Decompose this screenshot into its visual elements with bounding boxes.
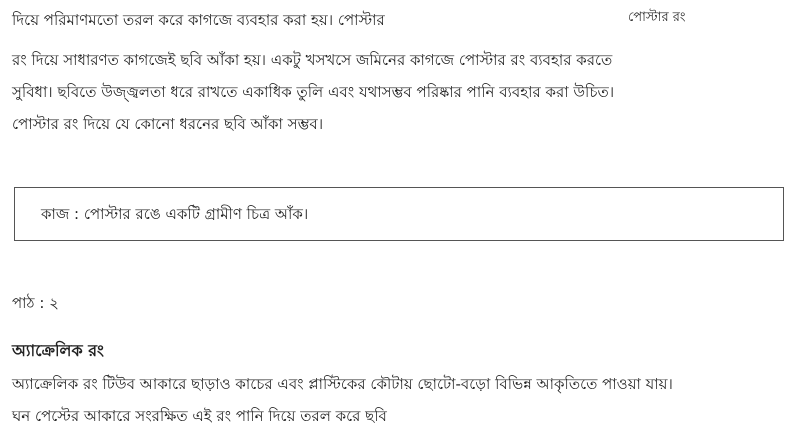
- task-box: [14, 187, 784, 241]
- image-caption: পোস্টার রং: [628, 10, 686, 25]
- section-title: অ্যাক্রেলিক রং: [12, 341, 104, 360]
- task-text: কাজ : পোস্টার রঙে একটি গ্রামীণ চিত্র আঁক।: [41, 205, 309, 223]
- paragraph-line-1: রং দিয়ে সাধারণত কাগজেই ছবি আঁকা হয়। একটু খসখসে জমিনের কাগজে পোস্টার রং ব্যবহার করতে: [12, 51, 613, 69]
- intro-line: দিয়ে পরিমাণমতো তরল করে কাগজে ব্যবহার করা হয়। পোস্টার: [12, 11, 385, 29]
- paragraph-line-2: সুবিধা। ছবিতে উজ্জ্বলতা ধরে রাখতে একাধিক তুলি এবং যথাসম্ভব পরিষ্কার পানি ব্যবহার করা উচিত।: [12, 83, 615, 101]
- acrylic-line-2: ঘন পেস্টের আকারে সংরক্ষিত এই রং পানি দিয়ে তরল করে ছবি: [12, 407, 387, 425]
- paragraph-line-3: পোস্টার রং দিয়ে যে কোনো ধরনের ছবি আঁকা সম্ভব।: [12, 115, 324, 133]
- acrylic-line-1: অ্যাক্রেলিক রং টিউব আকারে ছাড়াও কাচের এবং প্লাস্টিকের কৌটায় ছোটো-বড়ো বিভিন্ন আকৃতিতে পাওয়া যায়।: [12, 375, 673, 393]
- lesson-label: পাঠ : ২: [12, 294, 59, 312]
